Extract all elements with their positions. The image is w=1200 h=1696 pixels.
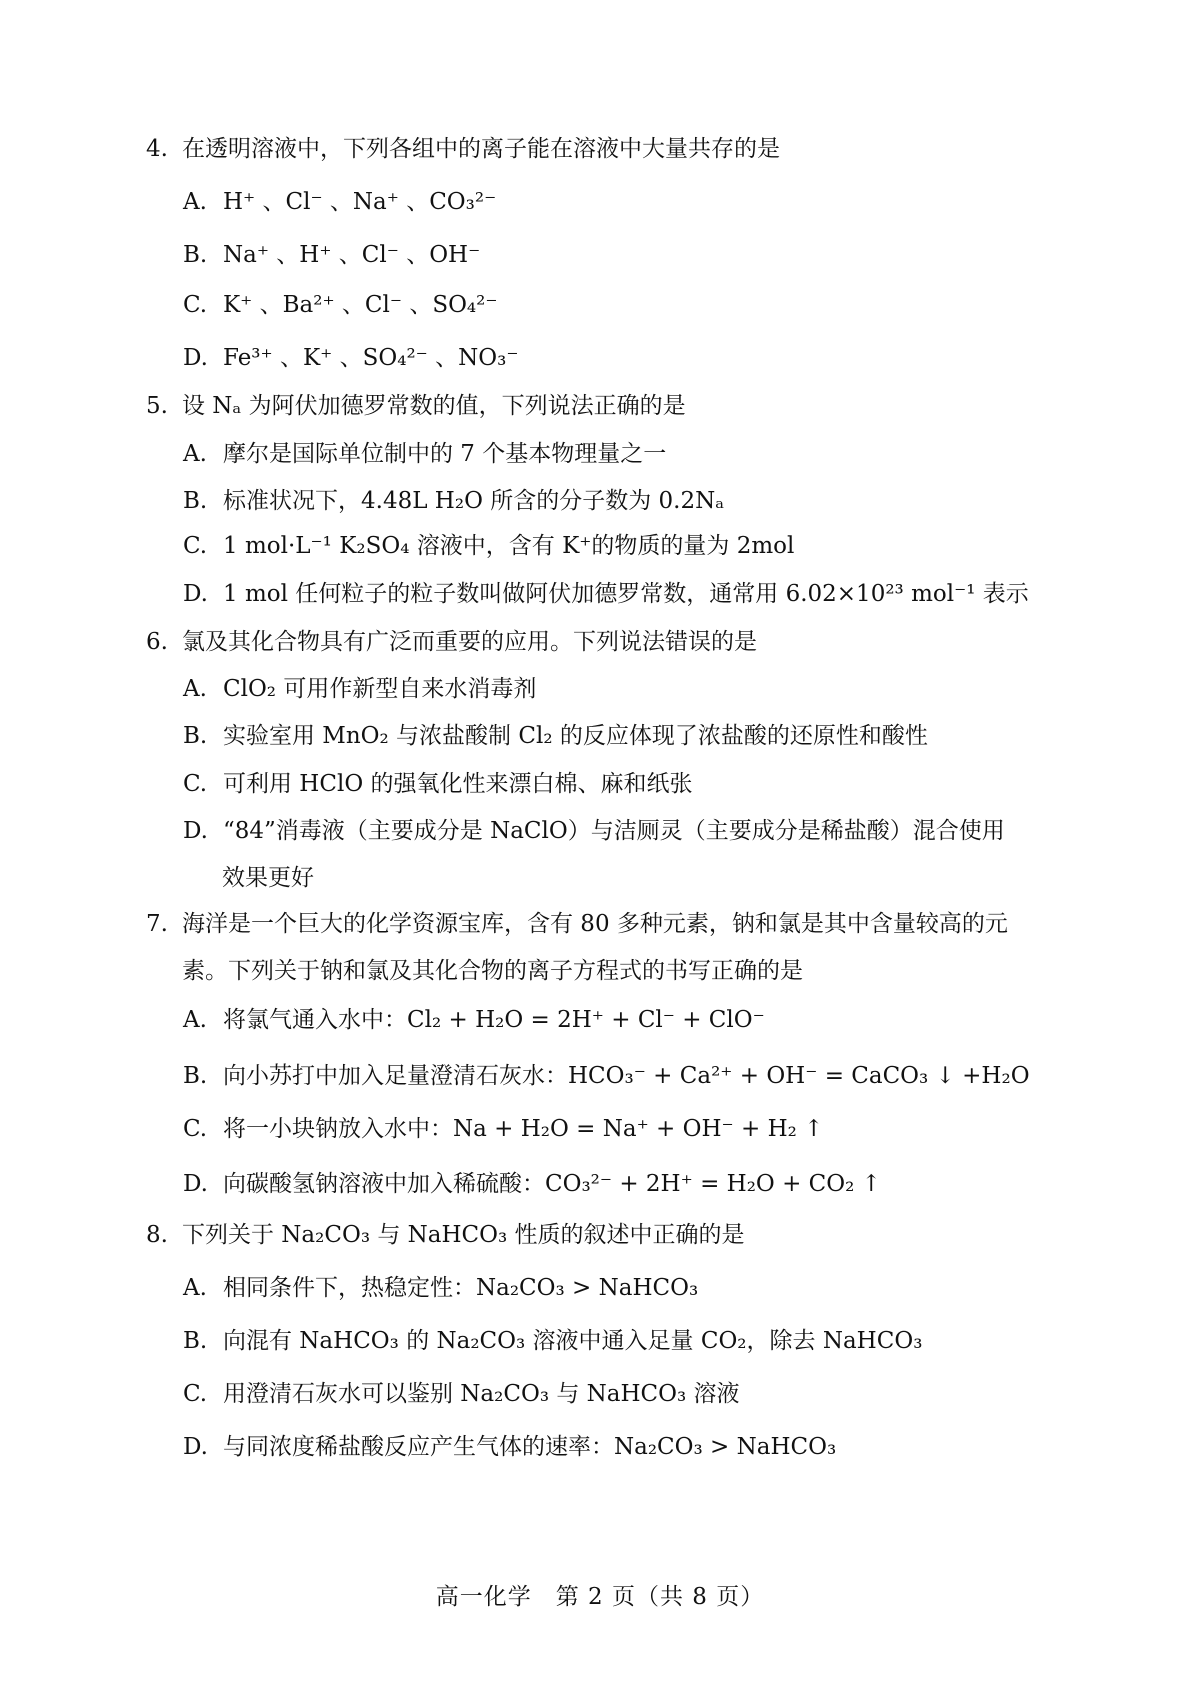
option-text: Na⁺ 、H⁺ 、Cl⁻ 、OH⁻ (223, 242, 481, 268)
question-7-stem (146, 909, 1008, 939)
question-8-option-c (183, 1379, 740, 1409)
question-7-option-c (183, 1114, 823, 1144)
option-label: A. (183, 1007, 207, 1033)
question-5-option-d (183, 579, 1029, 609)
option-label: C. (183, 1381, 208, 1407)
option-text: 向小苏打中加入足量澄清石灰水：HCO₃⁻ + Ca²⁺ + OH⁻ = CaCO₃ ↓ +H₂O (223, 1063, 1030, 1089)
option-label: D. (183, 818, 208, 844)
option-label: C. (183, 533, 208, 559)
option-label: B. (183, 242, 208, 268)
option-text: 可利用 HClO 的强氧化性来漂白棉、麻和纸张 (223, 771, 693, 797)
question-text: 下列关于 Na₂CO₃ 与 NaHCO₃ 性质的叙述中正确的是 (182, 1222, 745, 1248)
question-6-option-d-continuation (222, 863, 314, 893)
option-label: B. (183, 1328, 208, 1354)
question-4-option-b (183, 240, 480, 270)
question-number: 8. (146, 1222, 168, 1248)
option-text: 用澄清石灰水可以鉴别 Na₂CO₃ 与 NaHCO₃ 溶液 (223, 1381, 740, 1407)
option-label: B. (183, 1063, 208, 1089)
option-label: C. (183, 771, 208, 797)
question-text: 素。下列关于钠和氯及其化合物的离子方程式的书写正确的是 (182, 958, 803, 984)
question-6-option-d (183, 816, 1005, 846)
question-8-option-a (183, 1273, 698, 1303)
option-label: D. (183, 345, 208, 371)
question-8-stem (146, 1220, 745, 1250)
option-text: ClO₂ 可用作新型自来水消毒剂 (223, 676, 537, 702)
question-6-stem (146, 627, 757, 657)
question-5-stem (146, 391, 686, 421)
question-8-option-d (183, 1432, 836, 1462)
option-text: 向碳酸氢钠溶液中加入稀硫酸：CO₃²⁻ + 2H⁺ = H₂O + CO₂ ↑ (223, 1171, 881, 1197)
option-text: 摩尔是国际单位制中的 7 个基本物理量之一 (223, 441, 667, 467)
option-text: “84”消毒液（主要成分是 NaClO）与洁厕灵（主要成分是稀盐酸）混合使用 (223, 818, 1005, 844)
option-label: A. (183, 1275, 207, 1301)
option-text: 将氯气通入水中：Cl₂ + H₂O = 2H⁺ + Cl⁻ + ClO⁻ (223, 1007, 765, 1033)
question-number: 7. (146, 911, 168, 937)
question-number: 5. (146, 393, 168, 419)
question-5-option-a (183, 439, 666, 469)
question-text: 设 Nₐ 为阿伏加德罗常数的值，下列说法正确的是 (182, 393, 686, 419)
option-label: C. (183, 292, 208, 318)
option-label: A. (183, 189, 207, 215)
option-text: 与同浓度稀盐酸反应产生气体的速率：Na₂CO₃ > NaHCO₃ (223, 1434, 837, 1460)
question-5-option-b (183, 486, 724, 516)
option-label: D. (183, 1171, 208, 1197)
option-text: H⁺ 、Cl⁻ 、Na⁺ 、CO₃²⁻ (223, 189, 497, 215)
option-text: 向混有 NaHCO₃ 的 Na₂CO₃ 溶液中通入足量 CO₂，除去 NaHCO₃ (223, 1328, 923, 1354)
question-7-option-a (183, 1005, 765, 1035)
question-6-option-b (183, 721, 928, 751)
question-4-option-d (183, 343, 518, 373)
option-label: C. (183, 1116, 208, 1142)
option-text: K⁺ 、Ba²⁺ 、Cl⁻ 、SO₄²⁻ (223, 292, 498, 318)
question-5-option-c (183, 531, 794, 561)
question-text: 氯及其化合物具有广泛而重要的应用。下列说法错误的是 (182, 629, 757, 655)
option-label: B. (183, 723, 208, 749)
question-7-option-b (183, 1061, 1030, 1091)
question-8-option-b (183, 1326, 922, 1356)
question-number: 6. (146, 629, 168, 655)
option-label: A. (183, 441, 207, 467)
option-label: B. (183, 488, 208, 514)
option-text: 标准状况下，4.48L H₂O 所含的分子数为 0.2Nₐ (223, 488, 725, 514)
option-text: 实验室用 MnO₂ 与浓盐酸制 Cl₂ 的反应体现了浓盐酸的还原性和酸性 (223, 723, 928, 749)
option-text: 相同条件下，热稳定性：Na₂CO₃ > NaHCO₃ (223, 1275, 699, 1301)
question-text: 在透明溶液中，下列各组中的离子能在溶液中大量共存的是 (182, 136, 780, 162)
option-text: 将一小块钠放入水中：Na + H₂O = Na⁺ + OH⁻ + H₂ ↑ (223, 1116, 824, 1142)
option-label: D. (183, 581, 208, 607)
option-text: 效果更好 (222, 865, 314, 891)
question-number: 4. (146, 136, 168, 162)
option-label: D. (183, 1434, 208, 1460)
question-4-stem (146, 134, 780, 164)
question-4-option-c (183, 290, 498, 320)
question-4-option-a (183, 187, 496, 217)
question-6-option-c (183, 769, 693, 799)
question-7-stem-continuation (182, 956, 803, 986)
question-7-option-d (183, 1169, 881, 1199)
question-6-option-a (183, 674, 536, 704)
option-text: 1 mol·L⁻¹ K₂SO₄ 溶液中，含有 K⁺的物质的量为 2mol (223, 533, 795, 559)
page-footer: 高一化学 第 2 页（共 8 页） (435, 1584, 765, 1610)
option-text: Fe³⁺ 、K⁺ 、SO₄²⁻ 、NO₃⁻ (223, 345, 519, 371)
question-text: 海洋是一个巨大的化学资源宝库，含有 80 多种元素，钠和氯是其中含量较高的元 (182, 911, 1008, 937)
option-text: 1 mol 任何粒子的粒子数叫做阿伏加德罗常数，通常用 6.02×10²³ mol⁻¹ 表示 (223, 581, 1029, 607)
option-label: A. (183, 676, 207, 702)
